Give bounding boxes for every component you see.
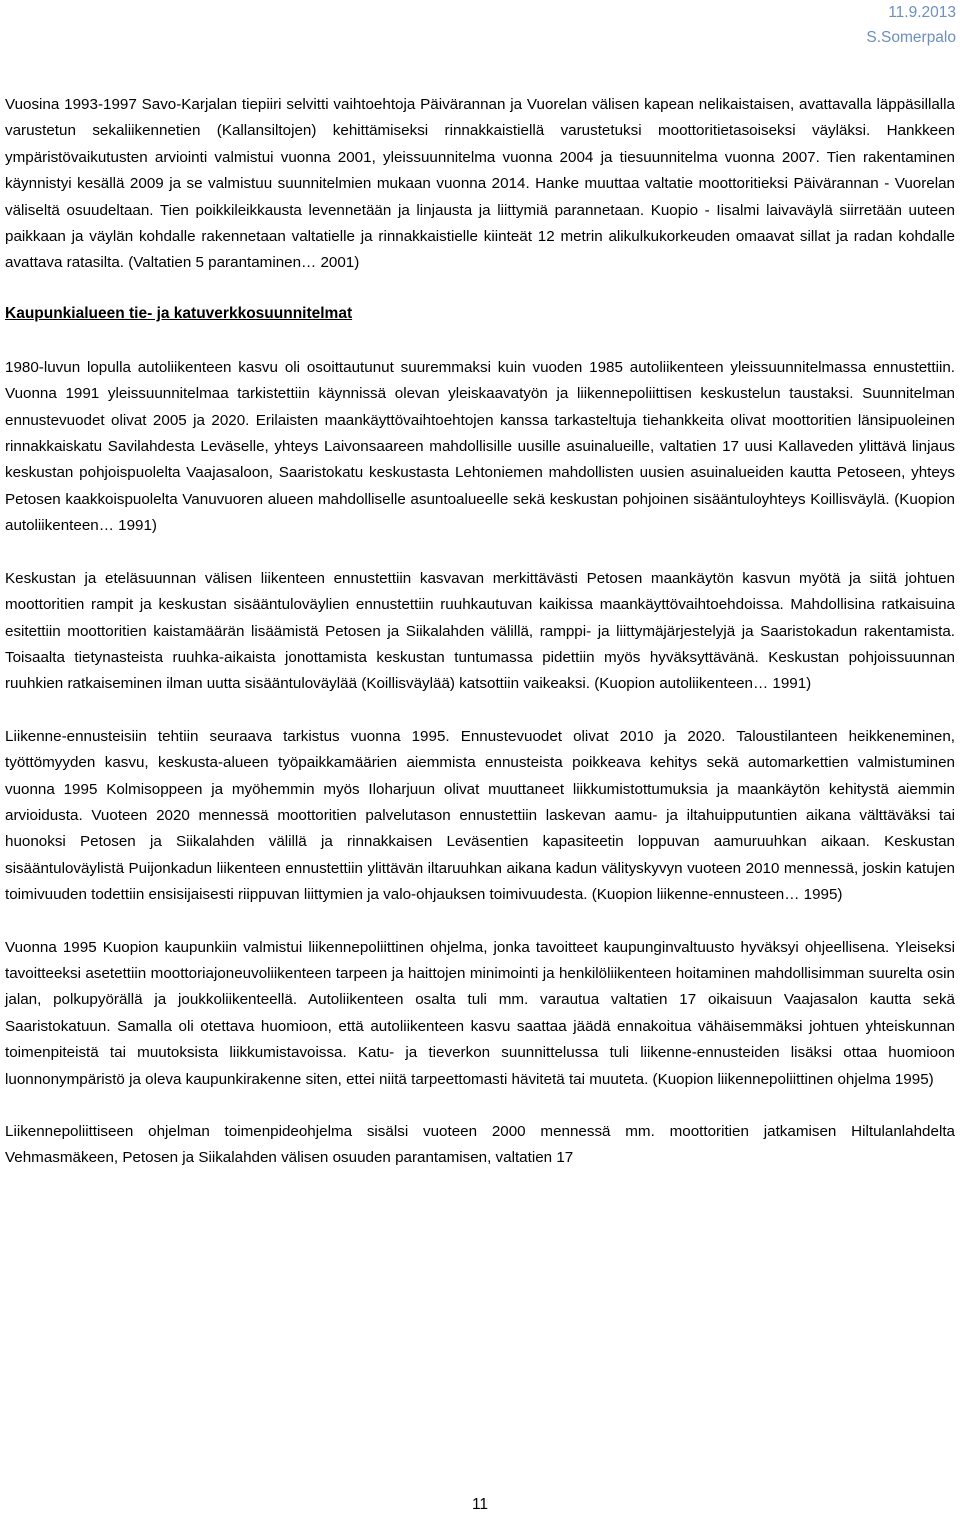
paragraph-keskusta-etelasuunta: Keskustan ja eteläsuunnan välisen liikenteen ennustettiin kasvavan merkittävästi Petosen maankäytön kasvun myötä ja siitä johtuen moottoritien rampit ja keskustan sisääntuloväylien ennustettiin ruuhkautuvan kaikissa maankäyttövaihtoehdoissa. Mahdollisina ratkaisuina esitettiin moottoritien kaistamäärän lisäämistä Petosen ja Siikalahden välillä, ramppi- ja liittymäjärjestelyjä ja Saaristokadun rakentamista. Toisaalta tietynasteista ruuhka-aikaista jonottamista keskustan tuntumassa pidettiin myös hyväksyttävänä. Keskustan pohjoissuunnan ruuhkien ratkaiseminen ilman uutta sisääntuloväylää (Koillisväylää) katsottiin vaikeaksi. (Kuopion autoliikenteen… 1991) bbox=[5, 569, 955, 693]
paragraph-liikennepoliittinen-ohjelma: Vuonna 1995 Kuopion kaupunkiin valmistui liikennepoliittinen ohjelma, jonka tavoitteet kaupunginvaltuusto hyväksyi ohjeellisena. Yleiseksi tavoitteeksi asetettiin moottoriajoneuvoliikenteen tarpeen ja haittojen minimointi ja henkilöliikenteen hoitaminen mahdollisimman suurelta osin jalan, polkupyörällä ja joukkoliikenteellä. Autoliikenteen osalta tuli mm. varautua valtatien 17 oikaisuun Vaajasalon kautta sekä Saaristokatuun. Samalla oli otettava huomioon, että autoliikenteen kasvu saattaa jäädä ennakoitua vähäisemmäksi johtuen yhteiskunnan toimenpiteistä tai muutoksista liikkumistavoissa. Katu- ja tieverkon suunnittelussa tuli liikenne-ennusteiden lisäksi ottaa huomioon luonnonympäristö ja oleva kaupunkirakenne siten, ettei niitä tarpeettomasti hävitetä tai muuteta. (Kuopion liikennepoliittinen ohjelma 1995) bbox=[5, 938, 955, 1088]
paragraph-autoliikenne-1991: 1980-luvun lopulla autoliikenteen kasvu oli osoittautunut suuremmaksi kuin vuoden 1985 autoliikenteen yleissuunnitelmassa ennustettiin. Vuonna 1991 yleissuunnitelmaa tarkistettiin käynnissä olevan yleiskaavatyön ja liikennepoliittisen keskustelun taustaksi. Suunnitelman ennustevuodet olivat 2005 ja 2020. Erilaisten maankäyttövaihtoehtojen kanssa tarkasteltuja tiehankkeita olivat moottoritien länsipuoleinen rinnakkaiskatu Savilahdesta Leväselle, yhteys Laivonsaareen mahdollisille uusille asuinalueille, valtatien 17 uusi Kallaveden ylittävä linjaus keskustan pohjoispuolelta Vaajasaloon, Saaristokatu keskustasta Lehtoniemen mahdollisten uusien asuinalueiden kautta Petoseen, yhteys Petosen kaakkoispuolelta Vanuvuoren alueen mahdolliselle asuntoalueelle sekä keskustan pohjoinen sisääntuloyhteys Koillisväylä. (Kuopion autoliikenteen… 1991) bbox=[5, 358, 955, 535]
header-date: 11.9.2013 bbox=[888, 4, 956, 21]
document-body bbox=[5, 92, 955, 1172]
page-header bbox=[866, 0, 956, 50]
paragraph-ennusteet-1995: Liikenne-ennusteisiin tehtiin seuraava tarkistus vuonna 1995. Ennustevuodet olivat 2010 ja 2020. Taloustilanteen heikkeneminen, työttömyyden kasvu, keskusta-alueen työpaikkamäärien aiemmista ennusteista poikkeava kehitys sekä automarkettien valmistuminen vuonna 1995 Kolmisoppeen ja myöhemmin myös Iloharjuun olivat muuttaneet liikkumistottumuksia ja maankäytön kehitystä aiemmin arvioidusta. Vuoteen 2020 mennessä moottoritien palvelutason ennustettiin laskevan aamu- ja iltahuipputuntien aikana välttäväksi tai huonoksi Petosen ja Siikalahden välillä ja rinnakkaisen Leväsentien kapasiteetin loppuvan aamuruuhkan aikaan. Keskustan sisääntuloväylistä Puijonkadun liikenteen ennustettiin ylittävän iltaruuhkan aikana kadun välityskyvyn vuoteen 2010 mennessä, joskin katujen toimivuuden todettiin ensisijaisesti riippuvan liittymien ja valo-ohjauksen toimivuudesta. (Kuopion liikenne-ennusteen… 1995) bbox=[5, 727, 955, 904]
page-number: 11 bbox=[471, 1496, 489, 1513]
paragraph-valtatie-5: Vuosina 1993-1997 Savo-Karjalan tiepiiri selvitti vaihtoehtoja Päivärannan ja Vuorelan välisen kapean nelikaistaisen, avattavalla läppäsillalla varustetun sekaliikennetien (Kallansiltojen) kehittämiseksi rinnakkaistiellä varustetuksi moottoritietasoiseksi väyläksi. Hankkeen ympäristövaikutusten arviointi valmistui vuonna 2001, yleissuunnitelma vuonna 2004 ja tiesuunnitelma vuonna 2007. Tien rakentaminen käynnistyi kesällä 2009 ja se valmistuu suunnitelmien mukaan vuonna 2014. Hanke muuttaa valtatie moottoritieksi Päivärannan - Vuorelan väliseltä osuudeltaan. Tien poikkileikkausta levennetään ja linjausta ja liittymiä parannetaan. Kuopio - Iisalmi laivaväylä siirretään uuteen paikkaan ja väylän kohdalle rakennetaan valtatielle ja rinnakkaistielle kiinteät 12 metrin alikulkukorkeuden omaavat sillat ja radan kohdalle avattava ratasilta. (Valtatien 5 parantaminen… 2001) bbox=[5, 96, 955, 272]
header-author: S.Somerpalo bbox=[866, 29, 956, 46]
paragraph-toimenpideohjelma: Liikennepoliittiseen ohjelman toimenpideohjelma sisälsi vuoteen 2000 mennessä mm. moottoritien jatkamisen Hiltulanlahdelta Vehmasmäkeen, Petosen ja Siikalahden välisen osuuden parantamisen, valtatien 17 bbox=[5, 1123, 955, 1167]
section-heading: Kaupunkialueen tie- ja katuverkkosuunnitelmat bbox=[5, 304, 353, 322]
